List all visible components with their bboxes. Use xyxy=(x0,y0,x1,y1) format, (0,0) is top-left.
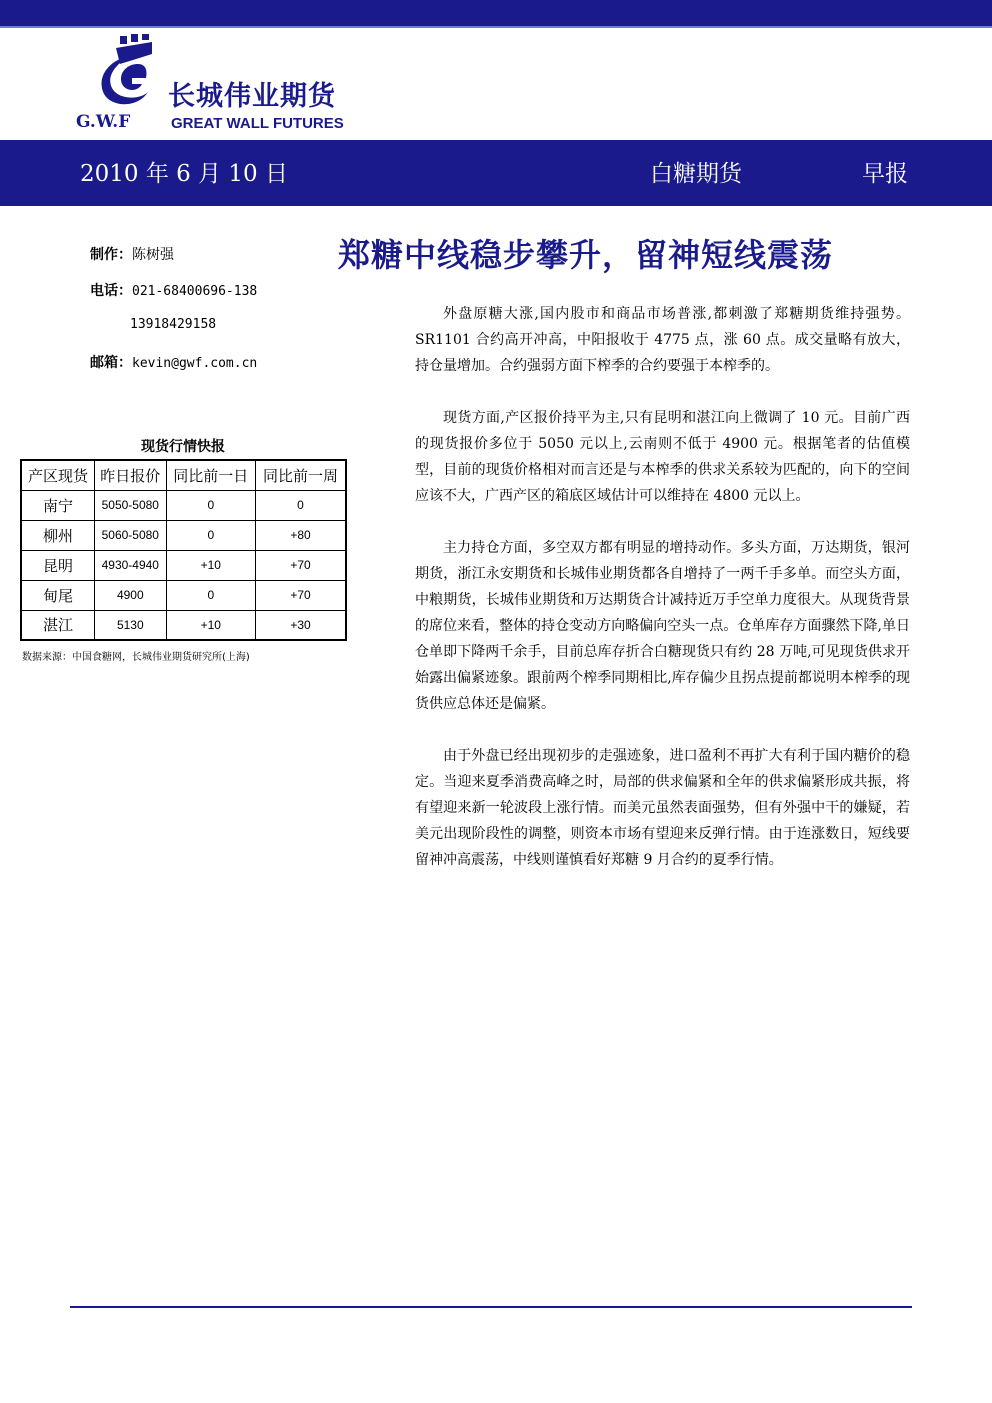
table-row xyxy=(21,520,346,550)
phone-number-1: 021-68400696-138 xyxy=(132,284,258,299)
report-category: 白糖期货 xyxy=(650,161,742,187)
report-type: 早报 xyxy=(862,161,908,187)
week-change-cell: +70 xyxy=(256,580,346,610)
report-date: 2010 年 6 月 10 日 xyxy=(80,161,288,187)
price-cell: 4900 xyxy=(95,580,167,610)
great-wall-logo-icon xyxy=(90,34,170,114)
email-line xyxy=(90,352,257,372)
region-cell: 南宁 xyxy=(21,490,95,520)
email-address[interactable]: kevin@gwf.com.cn xyxy=(132,356,258,371)
day-change-cell: 0 xyxy=(166,580,255,610)
price-cell: 5130 xyxy=(95,610,167,640)
phone-label: 电话： xyxy=(90,283,132,299)
report-banner xyxy=(0,140,992,206)
author-line xyxy=(90,244,174,264)
table-row xyxy=(21,550,346,580)
region-cell: 湛江 xyxy=(21,610,95,640)
price-cell: 5060-5080 xyxy=(95,520,167,550)
week-change-cell: 0 xyxy=(256,490,346,520)
author-label: 制作： xyxy=(90,247,132,263)
table-row xyxy=(21,580,346,610)
table-header-cell: 同比前一周 xyxy=(256,460,346,490)
region-cell: 甸尾 xyxy=(21,580,95,610)
price-cell: 4930-4940 xyxy=(95,550,167,580)
phone-number-2: 13918429158 xyxy=(130,317,217,332)
day-change-cell: +10 xyxy=(166,550,255,580)
company-logo xyxy=(76,34,376,134)
day-change-cell: 0 xyxy=(166,490,255,520)
article-paragraph: 现货方面,产区报价持平为主,只有昆明和湛江向上微调了 10 元。目前广西的现货报价多位于 5050 元以上,云南则不低于 4900 元。根据笔者的估值模型，目前的现货价格相对而言还是与本榨季的供求关系较为匹配的，向下的空间应该不大，广西产区的箱底区域估计可以维持在 4800 元以上。 xyxy=(415,410,910,504)
table-header-cell: 昨日报价 xyxy=(95,460,167,490)
week-change-cell: +70 xyxy=(256,550,346,580)
logo-english-name: GREAT WALL FUTURES xyxy=(171,115,344,132)
region-cell: 柳州 xyxy=(21,520,95,550)
headline: 郑糖中线稳步攀升，留神短线震荡 xyxy=(338,236,834,274)
price-cell: 5050-5080 xyxy=(95,490,167,520)
week-change-cell: +80 xyxy=(256,520,346,550)
table-header-cell: 同比前一日 xyxy=(166,460,255,490)
logo-abbreviation: G.W.F xyxy=(76,112,131,132)
week-change-cell: +30 xyxy=(256,610,346,640)
article-paragraph: 外盘原糖大涨,国内股市和商品市场普涨,都刺激了郑糖期货维持强势。SR1101 合约高开冲高，中阳报收于 4775 点，涨 60 点。成交量略有放大，持仓量增加。合约强弱方面下榨季的合约要强于本榨季的。 xyxy=(415,306,910,374)
phone-line-2 xyxy=(130,316,216,332)
phone-line xyxy=(90,280,257,300)
logo-chinese-name: 长城伟业期货 xyxy=(168,81,336,112)
spot-table-title: 现货行情快报 xyxy=(141,439,225,455)
table-header-cell: 产区现货 xyxy=(21,460,95,490)
article-paragraph: 主力持仓方面，多空双方都有明显的增持动作。多头方面，万达期货，银河期货，浙江永安期货和长城伟业期货都各自增持了一两千手多单。而空头方面，中粮期货，长城伟业期货和万达期货合计减持近万手空单力度很大。从现货背景的席位来看，整体的持仓变动方向略偏向空头一点。仓单库存方面骤然下降,单日仓单即下降两千余手，目前总库存折合白糖现货只有约 28 万吨,可见现货供求开始露出偏紧迹象。跟前两个榨季同期相比,库存偏少且拐点提前都说明本榨季的现货供应总体还是偏紧。 xyxy=(415,540,910,712)
footer-divider xyxy=(70,1306,912,1308)
spot-price-table xyxy=(20,459,347,641)
table-row xyxy=(21,610,346,640)
article-paragraph: 由于外盘已经出现初步的走强迹象，进口盈利不再扩大有利于国内糖价的稳定。当迎来夏季消费高峰之时，局部的供求偏紧和全年的供求偏紧形成共振，将有望迎来新一轮波段上涨行情。而美元虽然表面强势，但有外强中干的嫌疑，若美元出现阶段性的调整，则资本市场有望迎来反弹行情。由于连涨数日，短线要留神冲高震荡，中线则谨慎看好郑糖 9 月合约的夏季行情。 xyxy=(415,748,910,868)
email-label: 邮箱： xyxy=(90,355,132,371)
top-header-strip xyxy=(0,0,992,26)
article-body xyxy=(415,301,910,899)
author-name: 陈树强 xyxy=(132,247,174,263)
table-row xyxy=(21,490,346,520)
data-source-note: 数据来源：中国食糖网，长城伟业期货研究所(上海) xyxy=(22,652,250,663)
region-cell: 昆明 xyxy=(21,550,95,580)
table-header-row xyxy=(21,460,346,490)
top-header-line xyxy=(0,26,992,28)
day-change-cell: 0 xyxy=(166,520,255,550)
day-change-cell: +10 xyxy=(166,610,255,640)
